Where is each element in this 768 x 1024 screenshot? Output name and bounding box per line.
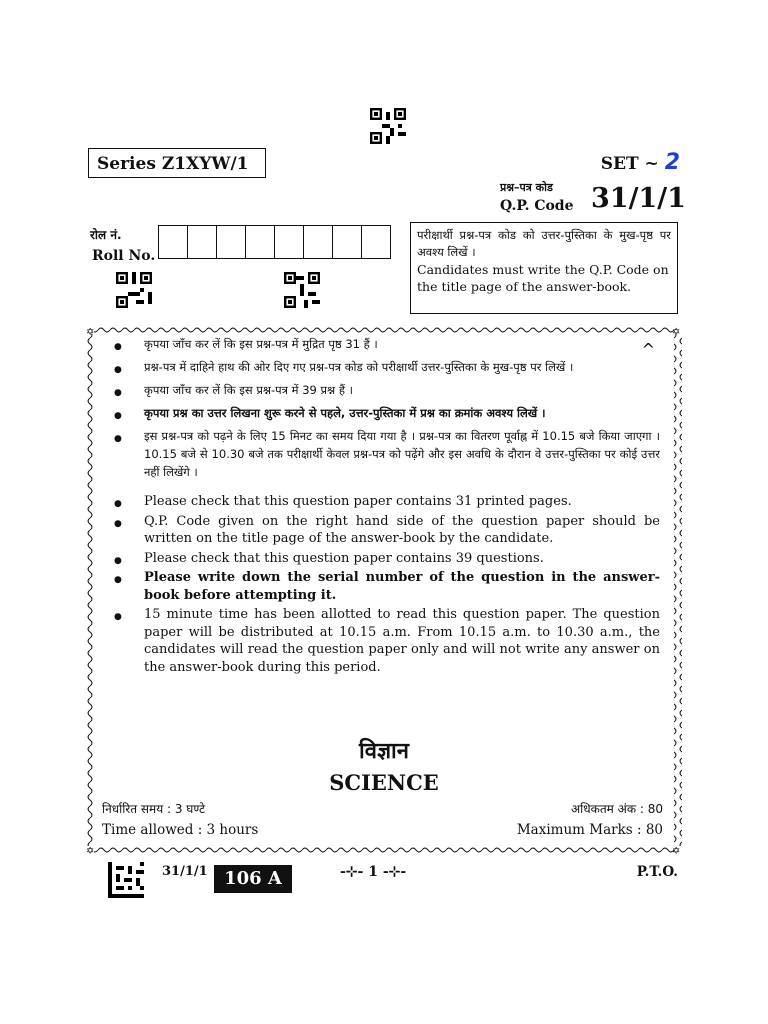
- svg-text:✡: ✡: [672, 327, 681, 338]
- subject-title-english: SCIENCE: [329, 770, 439, 795]
- pto-label: P.T.O.: [636, 864, 678, 880]
- set-value: 2: [664, 150, 680, 175]
- candidate-instruction-english: Candidates must write the Q.P. Code on the title page of the answer-book.: [417, 262, 669, 294]
- time-allowed-english: Time allowed : 3 hours: [102, 822, 259, 838]
- svg-text:✡: ✡: [86, 327, 95, 338]
- candidate-instruction-box: [410, 222, 678, 314]
- subject-title-hindi: विज्ञान: [359, 739, 409, 764]
- max-marks-hindi: अधिकतम अंक : 80: [570, 802, 663, 816]
- qr-code-left: [116, 272, 152, 308]
- time-allowed-hindi: निर्धारित समय : 3 घण्टे: [102, 802, 206, 816]
- datamatrix-code: [108, 862, 144, 898]
- roll-no-box[interactable]: [304, 226, 333, 258]
- qr-code-top: [370, 108, 406, 144]
- instructions: [112, 335, 660, 678]
- set-label: [601, 150, 680, 175]
- instruction-hindi-3: ● कृपया जाँच कर लें कि इस प्रश्न-पत्र में 39 प्रश्न हैं ।: [112, 381, 660, 399]
- instruction-hindi-4: ● कृपया प्रश्न का उत्तर लिखना शुरू करने से पहले, उत्तर-पुस्तिका में प्रश्न का क्रमांक अवश्य लिखें ।: [112, 404, 660, 422]
- roll-no-boxes[interactable]: [158, 225, 391, 259]
- instruction-hindi-2: ● प्रश्न-पत्र में दाहिने हाथ की ओर दिए गए प्रश्न-पत्र कोड को परीक्षार्थी उत्तर-पुस्तिका के मुख-पृष्ठ पर लिखें ।: [112, 358, 660, 376]
- svg-text:✡: ✡: [672, 846, 681, 854]
- qp-code-label: Q.P. Code: [500, 198, 574, 214]
- roll-no-box[interactable]: [159, 226, 188, 258]
- set-text: SET ~: [600, 154, 659, 174]
- qr-code-middle: [284, 272, 320, 308]
- instruction-english-5: ● 15 minute time has been allotted to read this question paper. The question paper will be distributed at 10.15 a.m. From 10.15 a.m. to 10.30 a.m., the candidates will read the question paper only and will not write any answer on the answer-book during this period.: [112, 606, 660, 676]
- instruction-hindi-1: ● कृपया जाँच कर लें कि इस प्रश्न-पत्र में मुद्रित पृष्ठ 31 हैं ।: [112, 335, 660, 353]
- svg-text:✡: ✡: [86, 846, 95, 854]
- roll-no-box[interactable]: [275, 226, 304, 258]
- instruction-english-3: ● Please check that this question paper contains 39 questions.: [112, 550, 660, 568]
- footer-badge: 106 A: [214, 865, 292, 893]
- instruction-english-4: ● Please write down the serial number of the question in the answer-book before attempting it.: [112, 569, 660, 604]
- candidate-instruction-hindi: परीक्षार्थी प्रश्न-पत्र कोड को उत्तर-पुस्तिका के मुख-पृष्ठ पर अवश्य लिखें ।: [417, 228, 671, 259]
- page-number: -⊹- 1 -⊹-: [340, 864, 407, 880]
- qp-code-hindi-label: प्रश्न–पत्र कोड: [500, 181, 553, 194]
- instruction-english-2: ● Q.P. Code given on the right hand side of the question paper should be written on the title page of the answer-book by the candidate.: [112, 513, 660, 548]
- max-marks-english: Maximum Marks : 80: [516, 822, 663, 838]
- roll-no-box[interactable]: [188, 226, 217, 258]
- roll-no-box[interactable]: [333, 226, 362, 258]
- instructions-english: [112, 493, 660, 676]
- roll-no-box[interactable]: [362, 226, 390, 258]
- instruction-hindi-5: ● इस प्रश्न-पत्र को पढ़ने के लिए 15 मिनट का समय दिया गया है । प्रश्न-पत्र का वितरण पूर्वाह्न में 10.15 बजे किया जाएगा । 10.15 बजे से 10.30 बजे तक परीक्षार्थी केवल प्रश्न-पत्र को पढ़ेंगे और इस अवधि के दौरान वे उत्तर-पुस्तिका पर कोई उत्तर नहीं लिखेंगे ।: [112, 427, 660, 481]
- instructions-hindi: [112, 335, 660, 481]
- roll-no-label: Roll No.: [92, 248, 156, 264]
- series-label: Series Z1XYW/1: [88, 148, 266, 178]
- qp-code-value: 31/1/1: [591, 183, 686, 214]
- roll-no-box[interactable]: [246, 226, 275, 258]
- roll-no-box[interactable]: [217, 226, 246, 258]
- caret-mark: ^: [641, 340, 655, 359]
- roll-no-hindi-label: रोल नं.: [90, 228, 122, 242]
- footer-qp-code: 31/1/1: [162, 864, 208, 879]
- instruction-english-1: ● Please check that this question paper contains 31 printed pages.: [112, 493, 660, 511]
